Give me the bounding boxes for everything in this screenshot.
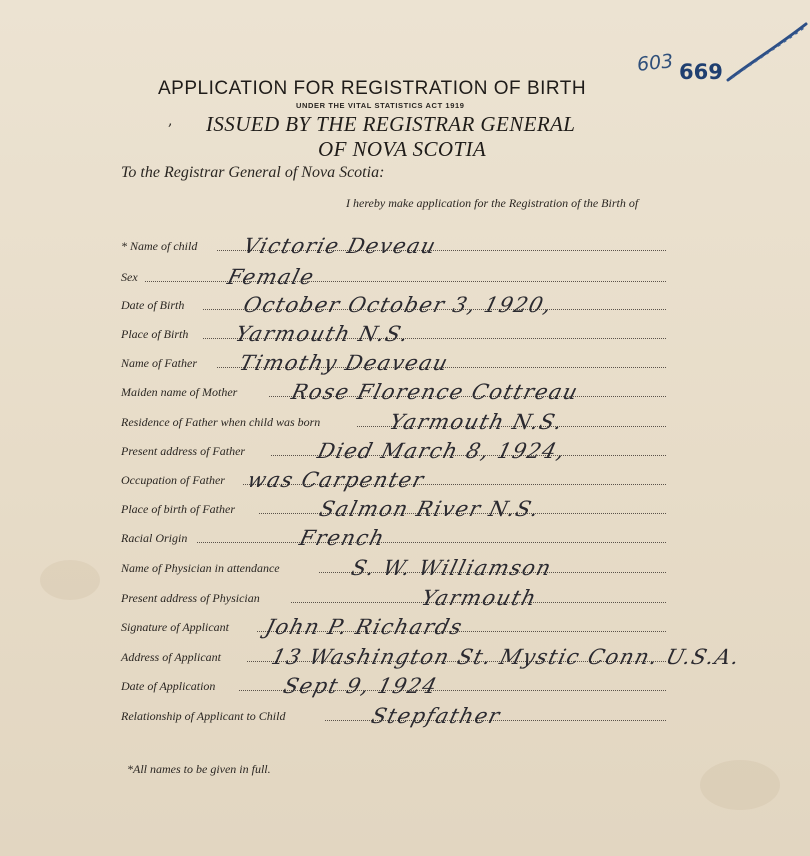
- field-label: Present address of Physician: [121, 591, 260, 605]
- field-label: * Name of child: [121, 239, 198, 253]
- field-dotted-line: [197, 542, 666, 543]
- field-label: Racial Origin: [121, 531, 188, 545]
- form-field-row: [121, 263, 681, 289]
- handwritten-field-value: Stepfather: [369, 704, 504, 728]
- intro-text: I hereby make application for the Registration of the Birth of: [346, 196, 639, 210]
- paper-stain: [40, 560, 100, 600]
- field-label: Name of Physician in attendance: [121, 561, 280, 575]
- field-label: Sex: [121, 270, 138, 284]
- form-field-row: [121, 613, 681, 639]
- form-issuer: ISSUED BY THE REGISTRAR GENERAL: [206, 112, 576, 136]
- handwritten-field-value: Died March 8, 1924,: [315, 439, 569, 463]
- tick-mark: ,: [168, 113, 173, 129]
- field-label: Date of Application: [121, 679, 216, 693]
- form-field-row: [121, 320, 681, 346]
- field-label: Place of Birth: [121, 327, 189, 341]
- footnote: *All names to be given in full.: [127, 762, 271, 776]
- form-field-row: [121, 584, 681, 610]
- form-field-row: [121, 466, 681, 492]
- form-field-row: [121, 495, 681, 521]
- salutation: To the Registrar General of Nova Scotia:: [121, 164, 385, 181]
- registration-number-stamped: 669: [679, 60, 723, 84]
- handwritten-field-value: Yarmouth N.S.: [233, 322, 413, 346]
- form-act: UNDER THE VITAL STATISTICS ACT 1919: [296, 101, 465, 110]
- handwritten-field-value: Sept 9, 1924: [281, 674, 441, 698]
- paper-stain: [700, 760, 780, 810]
- registration-number-handwritten: 603: [635, 50, 675, 76]
- field-label: Name of Father: [121, 356, 197, 370]
- form-field-row: [121, 643, 744, 669]
- field-dotted-line: [145, 281, 666, 282]
- form-issuer-province: OF NOVA SCOTIA: [318, 137, 487, 161]
- handwritten-field-value: Victorie Deveau: [241, 234, 440, 258]
- field-label: Occupation of Father: [121, 473, 225, 487]
- form-field-row: [121, 554, 681, 580]
- form-field-row: [121, 524, 681, 550]
- field-label: Address of Applicant: [121, 650, 221, 664]
- field-label: Date of Birth: [121, 298, 185, 312]
- form-title: APPLICATION FOR REGISTRATION OF BIRTH: [158, 78, 587, 99]
- handwritten-field-value: Timothy Deaveau: [237, 351, 452, 375]
- form-field-row: [121, 349, 681, 375]
- form-field-row: [121, 672, 681, 698]
- form-field-row: [121, 291, 681, 317]
- field-label: Place of birth of Father: [121, 502, 235, 516]
- handwritten-field-value: Yarmouth N.S.: [387, 410, 567, 434]
- handwritten-field-value: Yarmouth: [419, 586, 540, 610]
- field-label: Present address of Father: [121, 444, 246, 458]
- handwritten-field-value: Salmon River N.S.: [317, 497, 543, 521]
- field-label: Signature of Applicant: [121, 620, 229, 634]
- handwritten-field-value: October October 3, 1920,: [241, 293, 556, 317]
- form-field-row: [121, 437, 681, 463]
- handwritten-field-value: John P. Richards: [263, 615, 466, 639]
- form-field-row: [121, 702, 681, 728]
- form-field-row: [121, 408, 681, 434]
- form-field-row: [121, 378, 681, 404]
- handwritten-field-value: was Carpenter: [245, 468, 428, 492]
- handwritten-field-value: Rose Florence Cottreau: [289, 380, 582, 404]
- field-label: Residence of Father when child was born: [121, 415, 321, 429]
- handwritten-field-value: S. W. Williamson: [349, 556, 555, 580]
- field-label: Maiden name of Mother: [121, 385, 238, 399]
- pen-stroke-mark: [720, 18, 810, 88]
- handwritten-field-value: French: [297, 526, 388, 550]
- field-label: Relationship of Applicant to Child: [121, 709, 286, 723]
- handwritten-field-value: Female: [225, 265, 318, 289]
- handwritten-field-value: 13 Washington St. Mystic Conn. U.S.A.: [269, 645, 744, 669]
- form-field-row: [121, 232, 681, 258]
